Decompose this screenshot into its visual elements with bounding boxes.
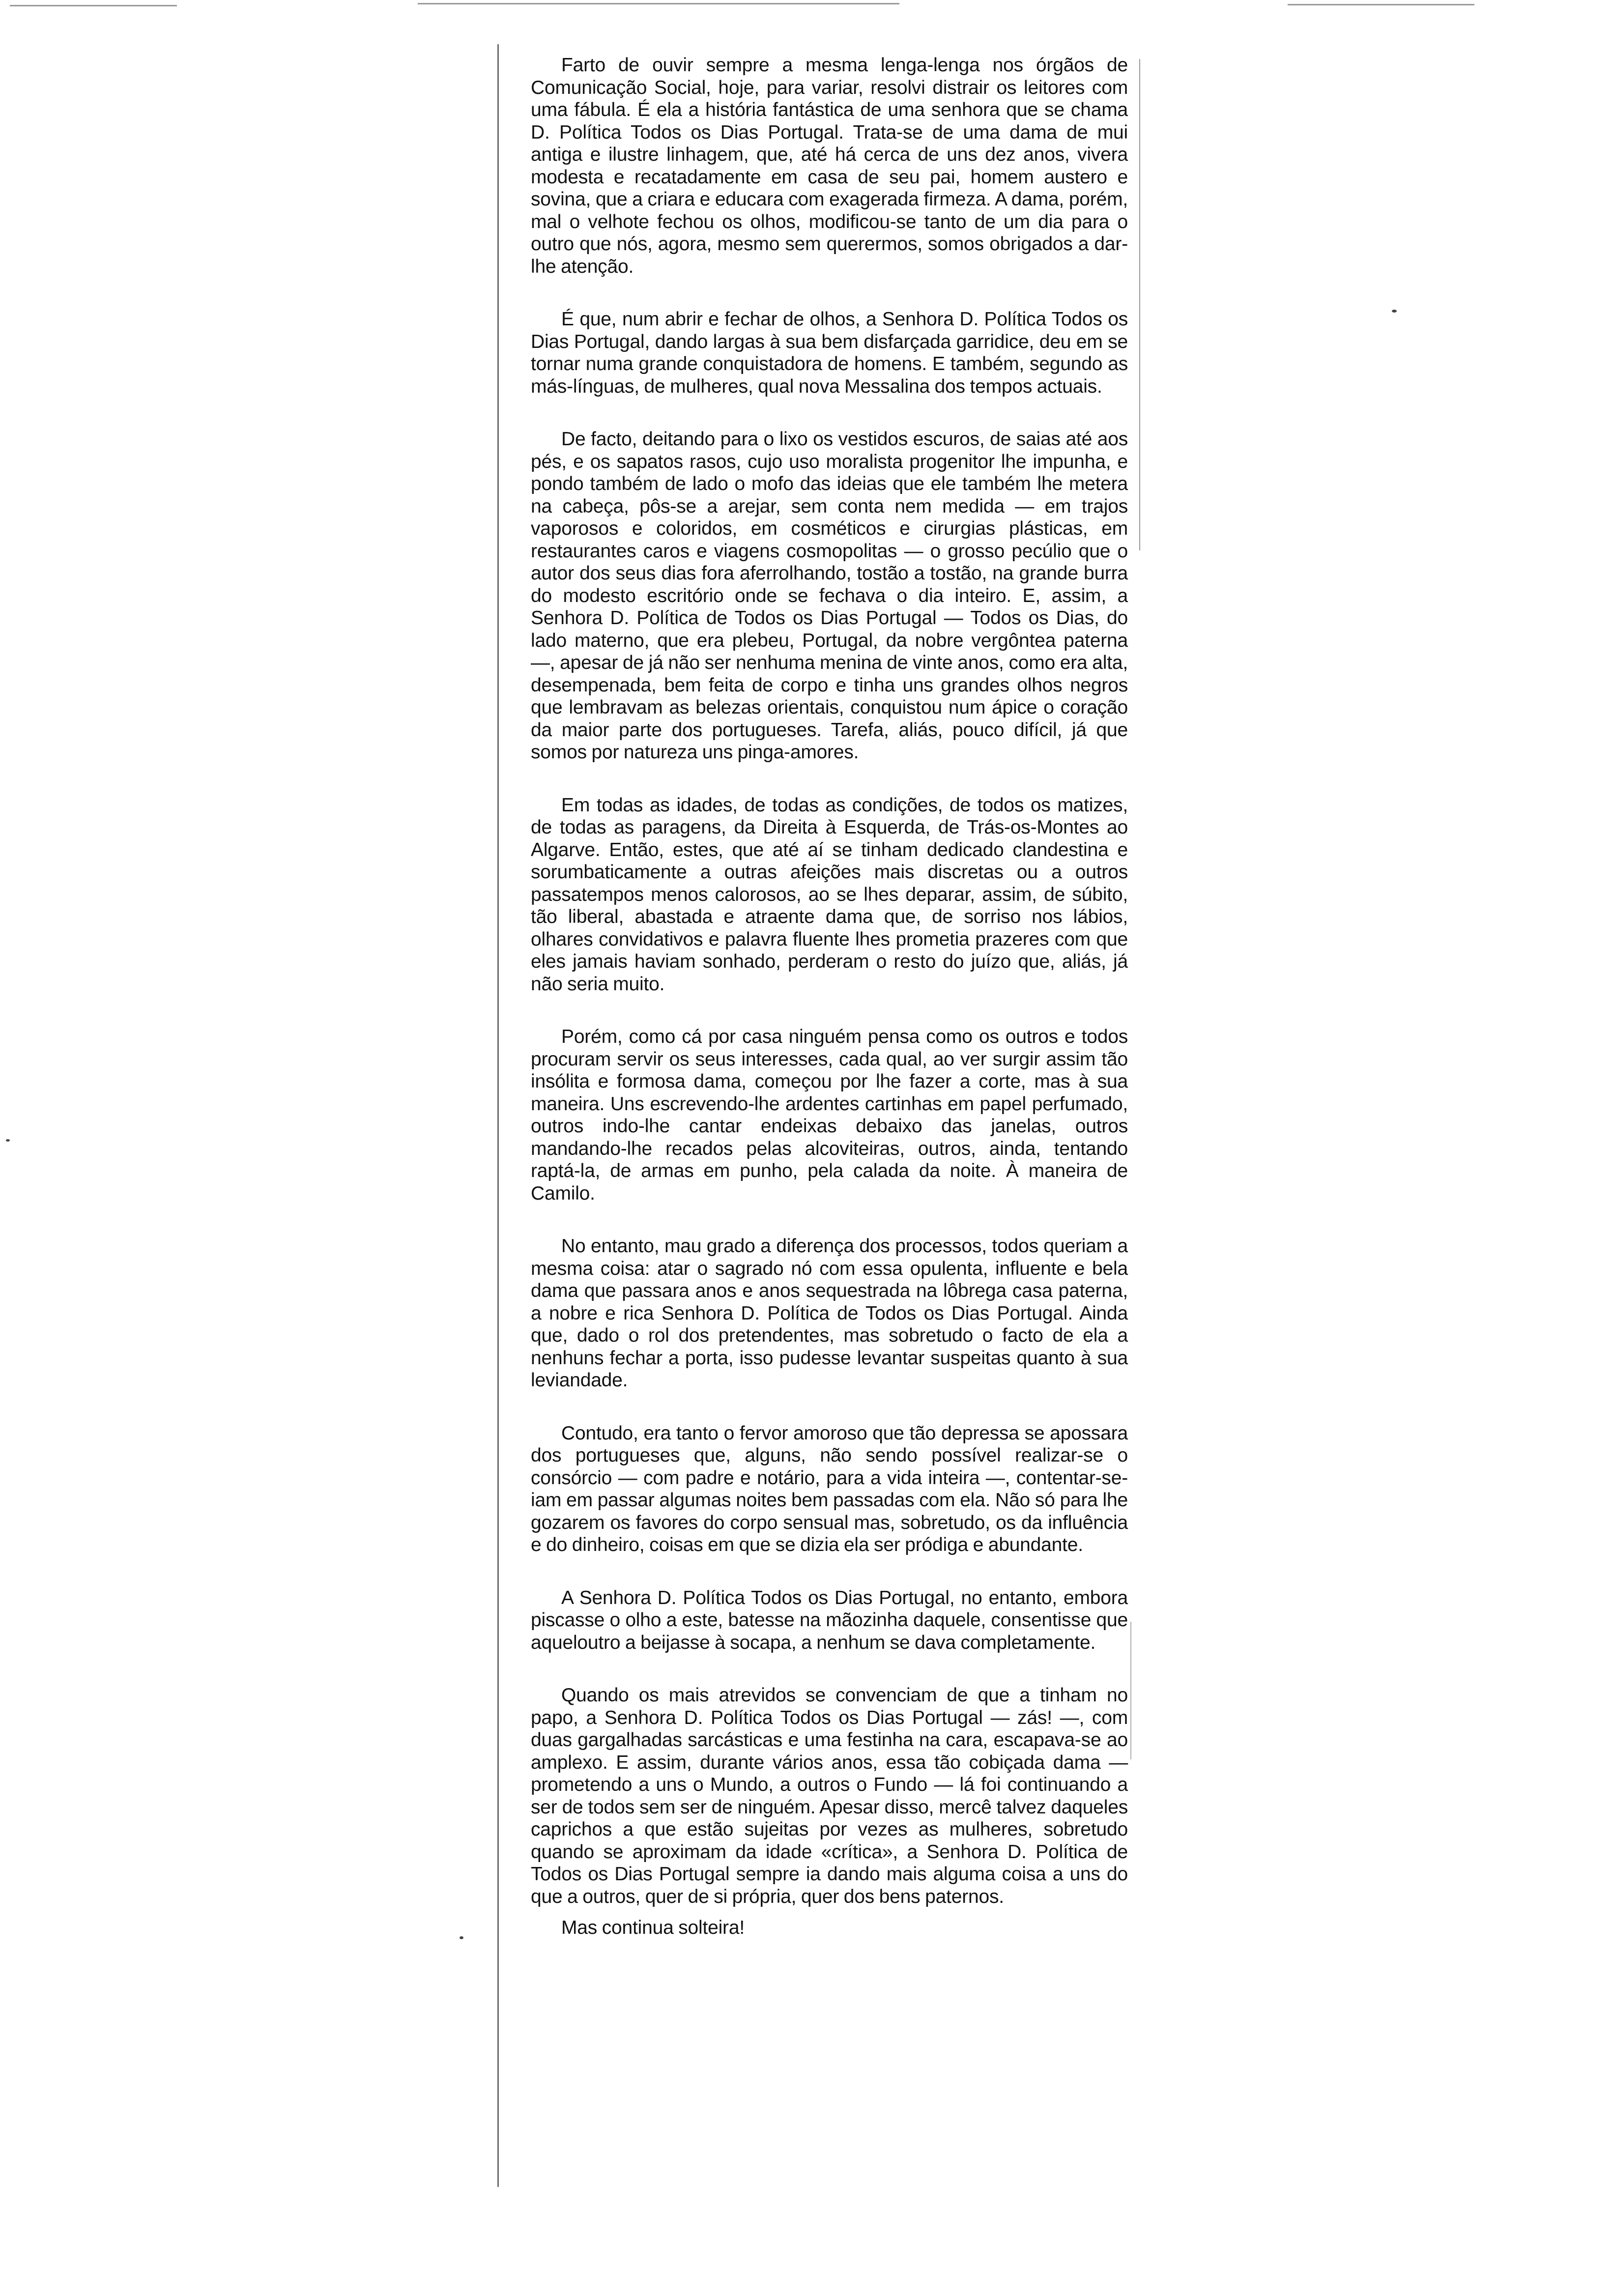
clipping-edge-right: [1139, 59, 1140, 550]
paragraph-9: Quando os mais atrevidos se convenciam de que a tinham no papo, a Senhora D. Política Todos os Dias Portugal — zás! —, com duas gargalhadas sarcásticas e uma festinha na cara, escapava-se ao amplexo. E assim, durante vários anos, essa tão cobiçada dama — prometendo a uns o Mundo, a outros o Fundo — lá foi continuando a ser de todos sem ser de ninguém. Apesar disso, mercê talvez daqueles caprichos a que estão sujeitas por vezes as mulheres, sobretudo quando se aproximam da idade «crítica», a Senhora D. Política de Todos os Dias Portugal sempre ia dando mais alguma coisa a uns do que a outros, quer de si própria, quer dos bens paternos.: [531, 1685, 1128, 1907]
scan-artifact-top: [10, 5, 177, 6]
paragraph-4: Em todas as idades, de todas as condições, de todos os matizes, de todas as paragens, da Direita à Esquerda, de Trás-os-Montes ao Algarve. Então, estes, que até aí se tinham dedicado clandestina e sorumbaticamente a outras afeições mais discretas ou a outros passatempos menos calorosos, ao se lhes deparar, assim, de súbito, tão liberal, abastada e atraente dama que, de sorriso nos lábios, olhares convidativos e palavra fluente lhes prometia prazeres com que eles jamais haviam sonhado, perderam o resto do juízo que, aliás, já não seria muito.: [531, 794, 1128, 995]
closing-line: Mas continua solteira!: [561, 1917, 745, 1938]
scan-speck: [6, 1139, 10, 1142]
paragraph-5: Porém, como cá por casa ninguém pensa como os outros e todos procuram servir os seus interesses, cada qual, ao ver surgir assim tão insólita e formosa dama, começou por lhe fazer a corte, mas à sua maneira. Uns escrevendo-lhe ardentes cartinhas em papel perfumado, outros indo-lhe cantar endeixas debaixo das janelas, outros mandando-lhe recados pelas alcoviteiras, outros, ainda, tentando raptá-la, de armas em punho, pela calada da noite. À maneira de Camilo.: [531, 1026, 1128, 1204]
clipping-edge-right: [1130, 1622, 1131, 1759]
article-column: [531, 54, 1128, 2266]
clipping-edge-left: [497, 44, 499, 2187]
scan-artifact-top: [1288, 4, 1474, 5]
paragraph-7: Contudo, era tanto o fervor amoroso que tão depressa se apossara dos portugueses que, alguns, não sendo possível realizar-se o consórcio — com padre e notário, para a vida inteira —, contentar-se-iam em passar algumas noites bem passadas com ela. Não só para lhe gozarem os favores do corpo sensual mas, sobretudo, os da influência e do dinheiro, coisas em que se dizia ela ser pródiga e abundante.: [531, 1422, 1128, 1555]
scan-speck: [460, 1936, 463, 1939]
paragraph-1: Farto de ouvir sempre a mesma lenga-lenga nos órgãos de Comunicação Social, hoje, para variar, resolvi distrair os leitores com uma fábula. É ela a história fantástica de uma senhora que se chama D. Política Todos os Dias Portugal. Trata-se de uma dama de mui antiga e ilustre linhagem, que, até há cerca de uns dez anos, vivera modesta e recatadamente em casa de seu pai, homem austero e sovina, que a criara e educara com exagerada firmeza. A dama, porém, mal o velhote fechou os olhos, modificou-se tanto de um dia para o outro que nós, agora, mesmo sem querermos, somos obrigados a dar-lhe atenção.: [531, 55, 1128, 277]
scan-speck: [1392, 310, 1397, 313]
paragraph-6: No entanto, mau grado a diferença dos processos, todos queriam a mesma coisa: atar o sagrado nó com essa opulenta, influente e bela dama que passara anos e anos sequestrada na lôbrega casa paterna, a nobre e rica Senhora D. Política de Todos os Dias Portugal. Ainda que, dado o rol dos pretendentes, mas sobretudo o facto de ela a nenhuns fechar a porta, isso pudesse levantar suspeitas quanto à sua leviandade.: [531, 1235, 1128, 1391]
scan-artifact-top: [418, 3, 899, 4]
paragraph-3: De facto, deitando para o lixo os vestidos escuros, de saias até aos pés, e os sapatos rasos, cujo uso moralista progenitor lhe impunha, e pondo também de lado o mofo das ideias que ele também lhe metera na cabeça, pôs-se a arejar, sem conta nem medida — em trajos vaporosos e coloridos, em cosméticos e cirurgias plásticas, em restaurantes caros e viagens cosmopolitas — o grosso pecúlio que o autor dos seus dias fora aferrolhando, tostão a tostão, na grande burra do modesto escritório onde se fechava o dia inteiro. E, assim, a Senhora D. Política de Todos os Dias Portugal — Todos os Dias, do lado materno, que era plebeu, Portugal, da nobre vergôntea paterna —, apesar de já não ser nenhuma menina de vinte anos, como era alta, desempenada, bem feita de corpo e tinha uns grandes olhos negros que lembravam as belezas orientais, conquistou num ápice o coração da maior parte dos portugueses. Tarefa, aliás, pouco difícil, já que somos por natureza uns pinga-amores.: [531, 429, 1128, 763]
paragraph-8: A Senhora D. Política Todos os Dias Portugal, no entanto, embora piscasse o olho a este, batesse na mãozinha daquele, consentisse que aqueloutro a beijasse à socapa, a nenhum se dava completamente.: [531, 1587, 1128, 1653]
paragraph-2: É que, num abrir e fechar de olhos, a Senhora D. Política Todos os Dias Portugal, dando largas à sua bem disfarçada garridice, deu em se tornar numa grande conquistadora de homens. E também, segundo as más-línguas, de mulheres, qual nova Messalina dos tempos actuais.: [531, 309, 1128, 397]
